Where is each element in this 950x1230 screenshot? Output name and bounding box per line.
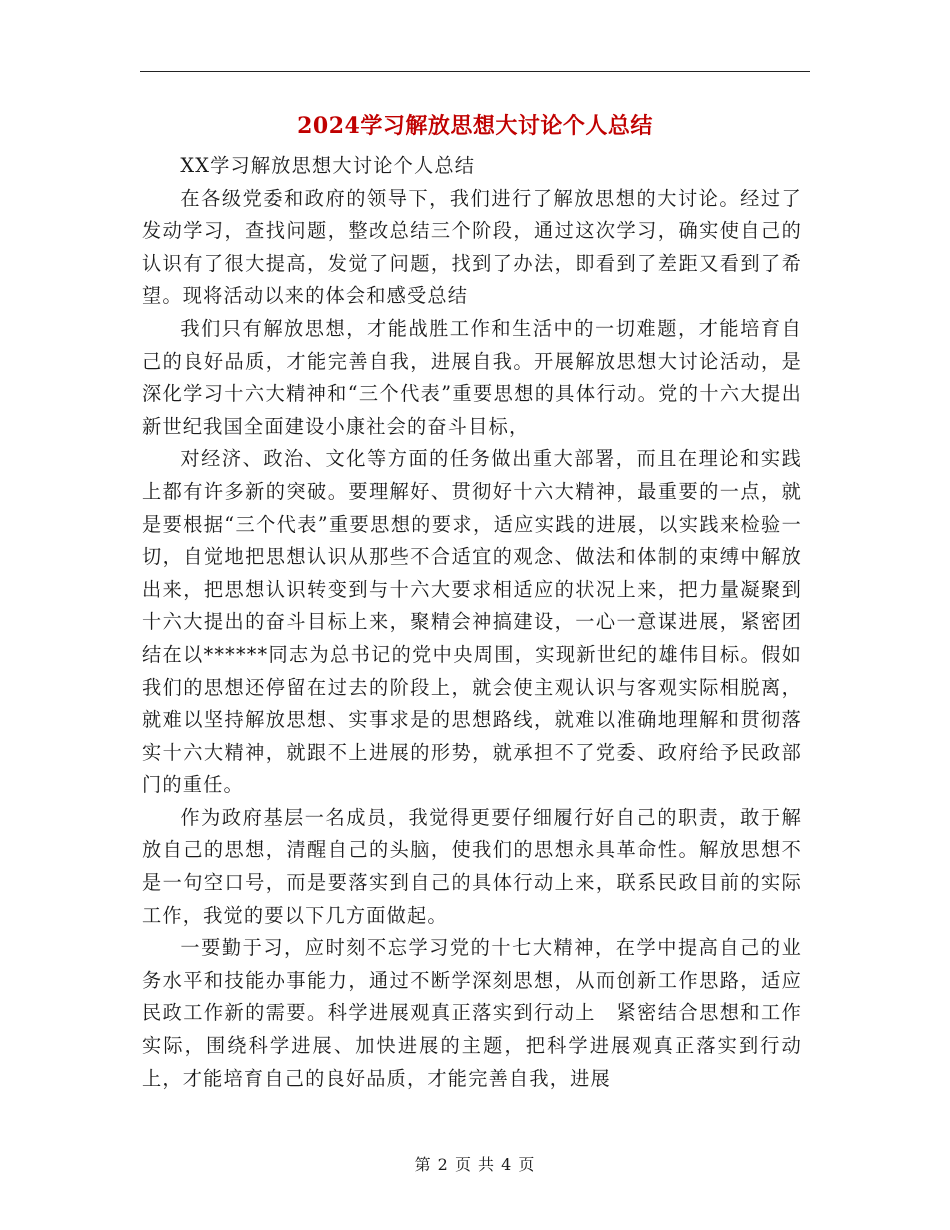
paragraph-subtitle: XX学习解放思想大讨论个人总结 [180, 154, 476, 177]
paragraph: 在各级党委和政府的领导下，我们进行了解放思想的大讨论。经过了发动学习，查找问题，整改总结三个阶段，通过这次学习，确实使自己的认识有了很大提高，发觉了问题，找到了办法，即看到了差距又看到了希望。现将活动以来的体会和感受总结 [142, 186, 802, 308]
paragraph: 对经济、政治、文化等方面的任务做出重大部署，而且在理论和实践上都有许多新的突破。要理解好、贯彻好十六大精神，最重要的一点，就是要根据“三个代表”重要思想的要求，适应实践的进展，以实践来检验一切，自觉地把思想认识从那些不合适宜的观念、做法和体制的束缚中解放出来，把思想认识转变到与十六大要求相适应的状况上来，把力量凝聚到十六大提出的奋斗目标上来，聚精会神搞建设，一心一意谋进展，紧密团结在以******同志为总书记的党中央周围，实现新世纪的雄伟目标。假如我们的思想还停留在过去的阶段上，就会使主观认识与客观实际相脱离，就难以坚持解放思想、实事求是的思想路线，就难以准确地理解和贯彻落实十六大精神，就跟不上进展的形势，就承担不了党委、政府给予民政部门的重任。 [142, 447, 802, 797]
document-body [142, 150, 802, 1095]
document-title: 2024学习解放思想大讨论个人总结 [297, 113, 653, 139]
paragraph: 一要勤于习，应时刻不忘学习党的十七大精神，在学中提高自己的业务水平和技能办事能力，通过不断学深刻思想，从而创新工作思路，适应民政工作新的需要。科学进展观真正落实到行动上 紧密结合思想和工作实际，围绕科学进展、加快进展的主题，把科学进展观真正落实到行动上，才能培育自己的良好品质，才能完善自我，进展 [142, 936, 802, 1090]
page-number-footer: 第 2 页 共 4 页 [414, 1155, 536, 1174]
header-rule [140, 71, 810, 72]
paragraph: 我们只有解放思想，才能战胜工作和生活中的一切难题，才能培育自己的良好品质，才能完善自我，进展自我。开展解放思想大讨论活动，是深化学习十六大精神和“三个代表”重要思想的具体行动。党的十六大提出新世纪我国全面建设小康社会的奋斗目标， [142, 316, 802, 438]
paragraph: 作为政府基层一名成员，我觉得更要仔细履行好自己的职责，敢于解放自己的思想，清醒自己的头脑，使我们的思想永具革命性。解放思想不是一句空口号，而是要落实到自己的具体行动上来，联系民政目前的实际工作，我觉的要以下几方面做起。 [142, 805, 802, 927]
